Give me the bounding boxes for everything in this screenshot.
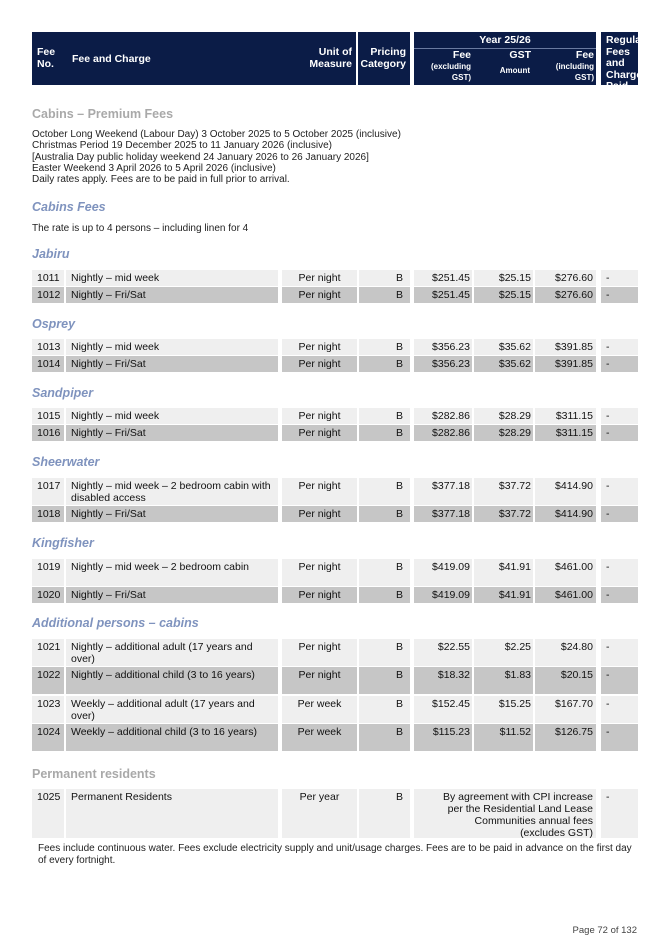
cell-gst-amount: $2.25: [474, 639, 533, 666]
premium-line: Easter Weekend 3 April 2026 to 5 April 2026 (inclusive): [32, 162, 276, 174]
cell-gst-amount: $28.29: [474, 425, 533, 441]
cell-fee-no: 1020: [32, 587, 64, 603]
header-fee-excl-label: Fee: [452, 49, 471, 61]
cell-regulatory: -: [601, 587, 638, 603]
cell-category: B: [359, 425, 410, 441]
header-fee-no: Fee No.: [32, 32, 64, 85]
cell-regulatory: -: [601, 425, 638, 441]
header-fee-incl: [535, 49, 594, 83]
cell-category: B: [359, 587, 410, 603]
cell-fee-excl-gst: $356.23: [414, 356, 472, 372]
table-row: [32, 639, 638, 666]
table-row: [32, 789, 638, 838]
cell-fee-excl-gst: $419.09: [414, 587, 472, 603]
cell-fee-incl-gst: $461.00: [535, 559, 596, 586]
group-osprey: Osprey: [32, 317, 76, 331]
cell-fee-excl-gst: $18.32: [414, 667, 472, 694]
table-row: [32, 339, 638, 355]
cell-fee-no: 1012: [32, 287, 64, 303]
table-row: [32, 478, 638, 505]
cell-description: Nightly – Fri/Sat: [66, 425, 278, 441]
premium-line: [Australia Day public holiday weekend 24 January 2026 to 26 January 2026]: [32, 151, 369, 163]
cell-unit: Per night: [282, 559, 357, 586]
cell-fee-no: 1013: [32, 339, 64, 355]
cell-unit: Per night: [282, 287, 357, 303]
cell-fee-incl-gst: $414.90: [535, 506, 596, 522]
cell-fee-excl-gst: $115.23: [414, 724, 472, 751]
table-row: [32, 559, 638, 586]
cell-description: Weekly – additional child (3 to 16 years): [66, 724, 278, 751]
cell-gst-amount: $37.72: [474, 506, 533, 522]
header-gst-label: GST: [509, 49, 531, 61]
cell-fee-excl-gst: $419.09: [414, 559, 472, 586]
cell-category: B: [359, 789, 410, 838]
premium-line: October Long Weekend (Labour Day) 3 October 2025 to 5 October 2025 (inclusive): [32, 129, 401, 140]
cell-unit: Per night: [282, 425, 357, 441]
cell-fee-no: 1021: [32, 639, 64, 666]
cell-fee-excl-gst: $282.86: [414, 408, 472, 424]
cell-description: Weekly – additional adult (17 years and over): [66, 696, 278, 723]
premium-fees-title: Cabins – Premium Fees: [32, 107, 174, 121]
table-row: [32, 425, 638, 441]
cell-gst-amount: $35.62: [474, 356, 533, 372]
cell-category: B: [359, 506, 410, 522]
cell-category: B: [359, 339, 410, 355]
cell-regulatory: -: [601, 559, 638, 586]
cell-fee-incl-gst: $24.80: [535, 639, 596, 666]
cell-gst-amount: $41.91: [474, 587, 533, 603]
footnote: Fees include continuous water. Fees exclude electricity supply and unit/usage charges. Fees are to be paid in advance on the first day of every fortnight.: [38, 843, 632, 866]
table-row: [32, 696, 638, 723]
table-row: [32, 506, 638, 522]
cell-category: B: [359, 559, 410, 586]
table-row: [32, 724, 638, 751]
cell-fee-no: 1016: [32, 425, 64, 441]
cell-regulatory: -: [601, 667, 638, 694]
cell-gst-amount: $37.72: [474, 478, 533, 505]
cell-unit: Per night: [282, 339, 357, 355]
cell-category: B: [359, 696, 410, 723]
cell-unit: Per night: [282, 587, 357, 603]
cell-fee-incl-gst: $276.60: [535, 287, 596, 303]
cell-description: Nightly – mid week – 2 bedroom cabin with disabled access: [66, 478, 278, 505]
header-fee-incl-label: Fee: [575, 49, 594, 61]
group-kingfisher: Kingfisher: [32, 536, 94, 550]
cell-unit: Per year: [282, 789, 357, 838]
group-additional-persons: Additional persons – cabins: [32, 616, 199, 630]
cabins-fees-title: Cabins Fees: [32, 200, 106, 214]
cell-category: B: [359, 270, 410, 286]
cell-fee-incl-gst: $20.15: [535, 667, 596, 694]
cell-category: B: [359, 356, 410, 372]
cell-unit: Per night: [282, 356, 357, 372]
cell-fee-incl-gst: $461.00: [535, 587, 596, 603]
cell-category: B: [359, 724, 410, 751]
cell-fee-no: 1011: [32, 270, 64, 286]
cell-fee-no: 1014: [32, 356, 64, 372]
cell-description: Nightly – mid week: [66, 339, 278, 355]
cell-category: B: [359, 408, 410, 424]
header-pricing-category: Pricing Category: [358, 32, 410, 85]
cell-regulatory: -: [601, 724, 638, 751]
cell-regulatory: -: [601, 408, 638, 424]
cell-gst-amount: $35.62: [474, 339, 533, 355]
cell-fee-excl-gst: $356.23: [414, 339, 472, 355]
cell-unit: Per night: [282, 408, 357, 424]
permanent-residents-title: Permanent residents: [32, 767, 156, 781]
cell-gst-amount: $41.91: [474, 559, 533, 586]
cell-fee-incl-gst: $126.75: [535, 724, 596, 751]
cell-category: B: [359, 287, 410, 303]
table-header: [32, 32, 661, 104]
cell-fee-excl-gst: $251.45: [414, 287, 472, 303]
cell-description: Nightly – additional adult (17 years and over): [66, 639, 278, 666]
cell-fee-no: 1024: [32, 724, 64, 751]
header-regulatory: Regulatory Fees and Charges Paid to: [601, 32, 638, 85]
cell-fee-incl-gst: $391.85: [535, 356, 596, 372]
cell-regulatory: -: [601, 287, 638, 303]
cabins-fees-note: The rate is up to 4 persons – including linen for 4: [32, 223, 249, 234]
cell-fee-incl-gst: $167.70: [535, 696, 596, 723]
group-sandpiper: Sandpiper: [32, 386, 94, 400]
cell-unit: Per night: [282, 639, 357, 666]
table-row: [32, 408, 638, 424]
header-year: Year 25/26: [479, 34, 531, 46]
cell-regulatory: -: [601, 270, 638, 286]
cell-description: Nightly – mid week – 2 bedroom cabin: [66, 559, 278, 586]
cell-regulatory: -: [601, 506, 638, 522]
cell-regulatory: -: [601, 478, 638, 505]
table-row: [32, 270, 638, 286]
cell-description: Nightly – Fri/Sat: [66, 587, 278, 603]
cell-description: Nightly – Fri/Sat: [66, 287, 278, 303]
cell-unit: Per night: [282, 506, 357, 522]
cell-gst-amount: $11.52: [474, 724, 533, 751]
header-gst-note: Amount: [499, 66, 530, 75]
header-gst: [474, 49, 531, 76]
cell-regulatory: -: [601, 356, 638, 372]
group-sheerwater: Sheerwater: [32, 455, 100, 469]
cell-description: Nightly – Fri/Sat: [66, 356, 278, 372]
cell-regulatory: -: [601, 339, 638, 355]
cell-fee-excl-gst: $377.18: [414, 506, 472, 522]
cell-gst-amount: $1.83: [474, 667, 533, 694]
cell-fee-excl-gst: $22.55: [414, 639, 472, 666]
cell-fee-no: 1017: [32, 478, 64, 505]
cell-unit: Per week: [282, 696, 357, 723]
cell-fee-incl-gst: $391.85: [535, 339, 596, 355]
cell-gst-amount: $28.29: [474, 408, 533, 424]
cell-fee-excl-gst: $251.45: [414, 270, 472, 286]
cell-fee-incl-gst: $311.15: [535, 425, 596, 441]
page-number: Page 72 of 132: [572, 925, 637, 936]
header-fee-incl-note: (including GST): [555, 62, 594, 82]
cell-agreement: By agreement with CPI increase per the Residential Land Lease Communities annual fees (excludes GST): [414, 789, 596, 838]
header-unit-of-measure: Unit of Measure: [280, 32, 356, 85]
cell-fee-no: 1025: [32, 789, 64, 838]
cell-unit: Per night: [282, 478, 357, 505]
cell-unit: Per night: [282, 270, 357, 286]
cell-fee-excl-gst: $152.45: [414, 696, 472, 723]
cell-regulatory: -: [601, 639, 638, 666]
cell-gst-amount: $25.15: [474, 270, 533, 286]
cell-description: Nightly – mid week: [66, 408, 278, 424]
cell-fee-no: 1015: [32, 408, 64, 424]
cell-description: Nightly – additional child (3 to 16 years): [66, 667, 278, 694]
cell-description: Permanent Residents: [66, 789, 278, 838]
cell-fee-no: 1022: [32, 667, 64, 694]
cell-regulatory: -: [601, 789, 638, 838]
table-row: [32, 356, 638, 372]
cell-fee-incl-gst: $311.15: [535, 408, 596, 424]
header-fee-and-charge: Fee and Charge: [64, 32, 280, 85]
table-row: [32, 287, 638, 303]
premium-fees-text: [32, 129, 401, 185]
cell-fee-incl-gst: $276.60: [535, 270, 596, 286]
premium-line: Christmas Period 19 December 2025 to 11 January 2026 (inclusive): [32, 140, 332, 152]
premium-line: Daily rates apply. Fees are to be paid in full prior to arrival.: [32, 174, 290, 186]
group-jabiru: Jabiru: [32, 247, 70, 261]
cell-fee-excl-gst: $282.86: [414, 425, 472, 441]
cell-category: B: [359, 639, 410, 666]
header-year-group: [414, 32, 596, 85]
cell-fee-no: 1018: [32, 506, 64, 522]
cell-description: Nightly – Fri/Sat: [66, 506, 278, 522]
cell-gst-amount: $25.15: [474, 287, 533, 303]
cell-fee-no: 1019: [32, 559, 64, 586]
cell-regulatory: -: [601, 696, 638, 723]
cell-category: B: [359, 667, 410, 694]
table-row: [32, 667, 638, 694]
header-fee-excl-note: (excluding GST): [430, 62, 471, 82]
table-row: [32, 587, 638, 603]
cell-unit: Per night: [282, 667, 357, 694]
cell-fee-excl-gst: $377.18: [414, 478, 472, 505]
cell-fee-incl-gst: $414.90: [535, 478, 596, 505]
cell-unit: Per week: [282, 724, 357, 751]
cell-gst-amount: $15.25: [474, 696, 533, 723]
cell-description: Nightly – mid week: [66, 270, 278, 286]
header-fee-excl: [414, 49, 471, 83]
cell-fee-no: 1023: [32, 696, 64, 723]
cell-category: B: [359, 478, 410, 505]
